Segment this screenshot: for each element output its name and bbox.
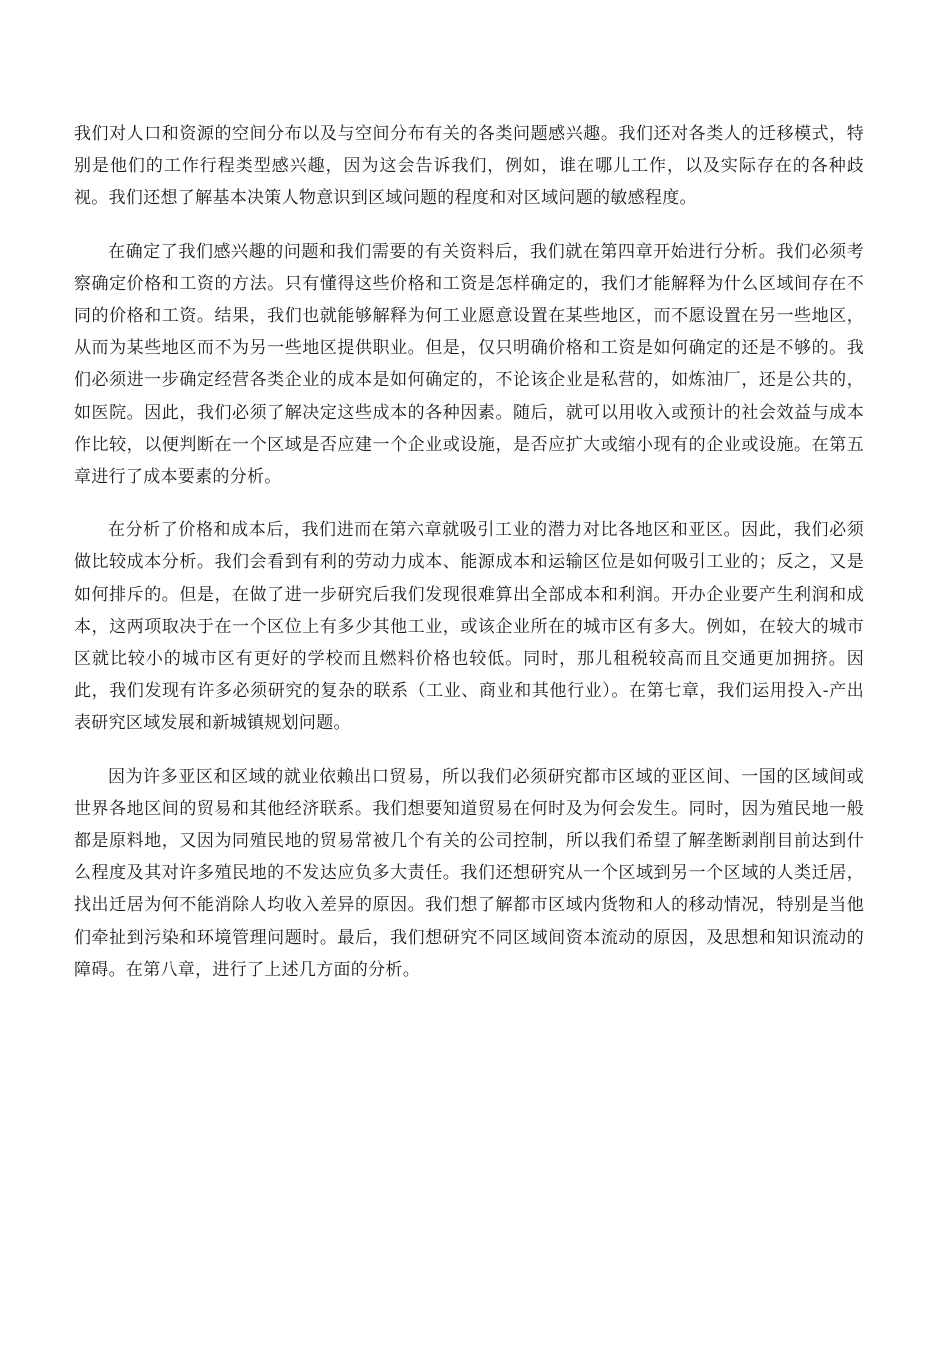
document-page [74,118,864,1007]
paragraph-1: 我们对人口和资源的空间分布以及与空间分布有关的各类问题感兴趣。我们还对各类人的迁移模式，特别是他们的工作行程类型感兴趣，因为这会告诉我们，例如，谁在哪儿工作，以及实际存在的各种歧视。我们还想了解基本决策人物意识到区域问题的程度和对区域问题的敏感程度。 [74,124,864,209]
paragraph-4: 因为许多亚区和区域的就业依赖出口贸易，所以我们必须研究都市区域的亚区间、一国的区域间或世界各地区间的贸易和其他经济联系。我们想要知道贸易在何时及为何会发生。同时，因为殖民地一般都是原料地，又因为同殖民地的贸易常被几个有关的公司控制，所以我们希望了解垄断剥削目前达到什么程度及其对许多殖民地的不发达应负多大责任。我们还想研究从一个区域到另一个区域的人类迁居，找出迁居为何不能消除人均收入差异的原因。我们想了解都市区域内货物和人的移动情况，特别是当他们牵扯到污染和环境管理问题时。最后，我们想研究不同区域间资本流动的原因，及思想和知识流动的障碍。在第八章，进行了上述几方面的分析。 [74,766,864,980]
paragraph-3: 在分析了价格和成本后，我们进而在第六章就吸引工业的潜力对比各地区和亚区。因此，我们必须做比较成本分析。我们会看到有利的劳动力成本、能源成本和运输区位是如何吸引工业的；反之，又是如何排斥的。但是，在做了进一步研究后我们发现很难算出全部成本和利润。开办企业要产生利润和成本，这两项取决于在一个区位上有多少其他工业，或该企业所在的城市区有多大。例如，在较大的城市区就比较小的城市区有更好的学校而且燃料价格也较低。同时，那儿租税较高而且交通更加拥挤。因此，我们发现有许多必须研究的复杂的联系（工业、商业和其他行业）。在第七章，我们运用投入-产出表研究区域发展和新城镇规划问题。 [74,520,864,734]
paragraph-2: 在确定了我们感兴趣的问题和我们需要的有关资料后，我们就在第四章开始进行分析。我们必须考察确定价格和工资的方法。只有懂得这些价格和工资是怎样确定的，我们才能解释为什么区域间存在不同的价格和工资。结果，我们也就能够解释为何工业愿意设置在某些地区，而不愿设置在另一些地区，从而为某些地区而不为另一些地区提供职业。但是，仅只明确价格和工资是如何确定的还是不够的。我们必须进一步确定经营各类企业的成本是如何确定的，不论该企业是私营的，如炼油厂，还是公共的，如医院。因此，我们必须了解决定这些成本的各种因素。随后，就可以用收入或预计的社会效益与成本作比较，以便判断在一个区域是否应建一个企业或设施，是否应扩大或缩小现有的企业或设施。在第五章进行了成本要素的分析。 [74,241,864,488]
